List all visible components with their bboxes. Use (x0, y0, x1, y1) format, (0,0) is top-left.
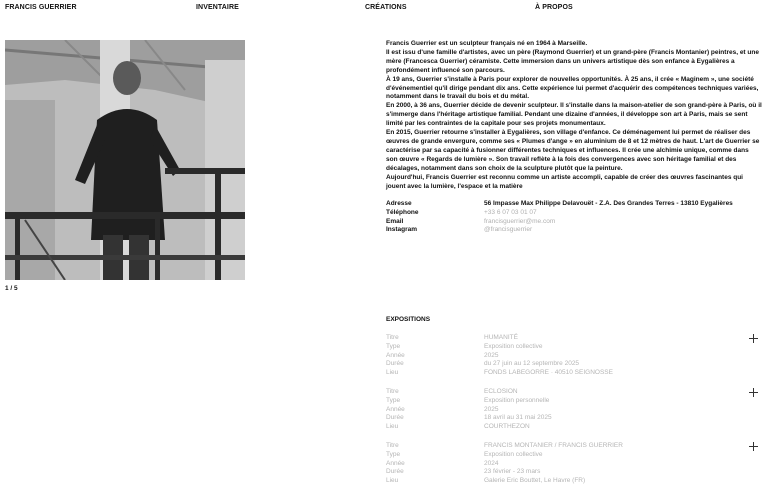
bio-paragraph: Aujourd'hui, Francis Guerrier est reconnu comme un artiste accompli, capable de créer des œuvres fascinantes qui jouent avec la lumière, l'espace et la matière (386, 173, 743, 190)
nav-link-inventaire[interactable]: INVENTAIRE (196, 4, 239, 11)
annee-label: Année (386, 351, 405, 359)
lieu-label: Lieu (386, 477, 399, 485)
contact-row-email (386, 218, 762, 227)
lieu-label: Lieu (386, 369, 399, 377)
lieu-label: Lieu (386, 423, 399, 431)
annee-label: Année (386, 459, 405, 467)
exposition-annee: 2025 (484, 405, 499, 413)
exposition-duree: du 27 juin au 12 septembre 2025 (484, 360, 580, 368)
nav-link-apropos[interactable]: À PROPOS (535, 4, 573, 11)
contact-row-telephone (386, 209, 762, 218)
exposition-lieu: Galerie Eric Bouttet, Le Havre (FR) (484, 477, 586, 485)
exposition-item (386, 388, 762, 432)
contact-info (386, 200, 762, 235)
titre-label: Titre (386, 388, 399, 395)
annee-label: Année (386, 405, 405, 413)
duree-label: Durée (386, 414, 404, 422)
expositions-list (386, 334, 762, 496)
exposition-lieu: COURTHEZON (484, 423, 530, 431)
bio-paragraph: En 2000, à 36 ans, Guerrier décide de devenir sculpteur. Il s'installe dans la maison-atelier de son grand-père à Paris, où il s'immerge dans l'héritage artistique familial. Pendant une dizaine d'années, il développe son art à Paris, mais se sent limité par les contraintes de la capitale pour ses projets monumentaux. (386, 102, 762, 128)
exposition-titre: HUMANITÉ (484, 334, 518, 341)
exposition-lieu: FONDS LABEGORRE · 40510 SEIGNOSSE (484, 369, 613, 377)
exposition-item (386, 442, 762, 486)
duree-label: Durée (386, 360, 404, 368)
bio-paragraph: Il est issu d'une famille d'artistes, avec un père (Raymond Guerrier) et un grand-père (Francis Montanier) peintres, et une mère (Francesca Guerrier) céramiste. Cette immersion dans un univers artistique dès son enfance à Eygalières a profondément influencé son parcours. (386, 48, 759, 74)
instagram-label: Instagram (386, 226, 418, 234)
exposition-item (386, 334, 762, 378)
top-navigation (0, 4, 768, 16)
exposition-type: Exposition collective (484, 342, 543, 350)
artist-portrait-image (5, 40, 245, 280)
type-label: Type (386, 396, 401, 404)
bio-paragraph: Francis Guerrier est un sculpteur français né en 1964 à Marseille. (386, 40, 588, 47)
contact-row-instagram (386, 226, 762, 235)
bio-paragraph: En 2015, Guerrier retourne s'installer à Eygalières, son village d'enfance. Ce déménagement lui permet de réaliser des œuvres de grande envergure, comme ses « Plumes d'ange » en aluminium de 8 et 12 mètres de haut. L'art de Guerrier se caractérise par sa capacité à fusionner différentes techniques et influences. Il crée une alchimie unique, comme dans son œuvre « Regards de lumière ». Son travail reflète à la fois des convergences avec son héritage familial et des décalages, notamment dans son choix de la sculpture plutôt que la peinture. (386, 129, 760, 172)
expositions-heading: EXPOSITIONS (386, 316, 431, 323)
artist-biography (386, 40, 762, 191)
bio-paragraph: À 19 ans, Guerrier s'installe à Paris pour explorer de nouvelles opportunités. À 25 ans, il crée « Maginem », une société d'événementiel qu'il dirige pendant dix ans. Cette expérience lui permet d'acquérir des compétences techniques variées, notamment dans le travail du bois et du métal. (386, 75, 759, 101)
exposition-type: Exposition personnelle (484, 396, 550, 404)
exposition-titre: ECLOSION (484, 388, 518, 395)
adresse-value: 56 Impasse Max Philippe Delavouët - Z.A. Des Grandes Terres - 13810 Eygalières (484, 200, 733, 207)
telephone-label: Téléphone (386, 208, 419, 216)
titre-label: Titre (386, 334, 399, 341)
instagram-link[interactable]: @francisguerrier (484, 226, 533, 234)
type-label: Type (386, 342, 401, 350)
type-label: Type (386, 450, 401, 458)
contact-row-adresse (386, 200, 762, 209)
email-link[interactable]: francisguerrier@me.com (484, 217, 556, 225)
brand-link[interactable]: FRANCIS GUERRIER (5, 4, 77, 11)
email-label: Email (386, 217, 404, 225)
artist-photo[interactable] (5, 40, 245, 280)
telephone-link[interactable]: +33 6 07 03 01 07 (484, 208, 537, 216)
nav-link-creations[interactable]: CRÉATIONS (365, 4, 407, 11)
exposition-titre: FRANCIS MONTANIER / FRANCIS GUERRIER (484, 442, 623, 449)
gallery-counter: 1 / 5 (5, 285, 18, 292)
exposition-annee: 2024 (484, 459, 499, 467)
exposition-duree: 18 avril au 31 mai 2025 (484, 414, 552, 422)
exposition-duree: 23 février - 23 mars (484, 468, 541, 476)
exposition-type: Exposition collective (484, 450, 543, 458)
adresse-label: Adresse (386, 200, 412, 207)
exposition-annee: 2025 (484, 351, 499, 359)
duree-label: Durée (386, 468, 404, 476)
titre-label: Titre (386, 442, 399, 449)
